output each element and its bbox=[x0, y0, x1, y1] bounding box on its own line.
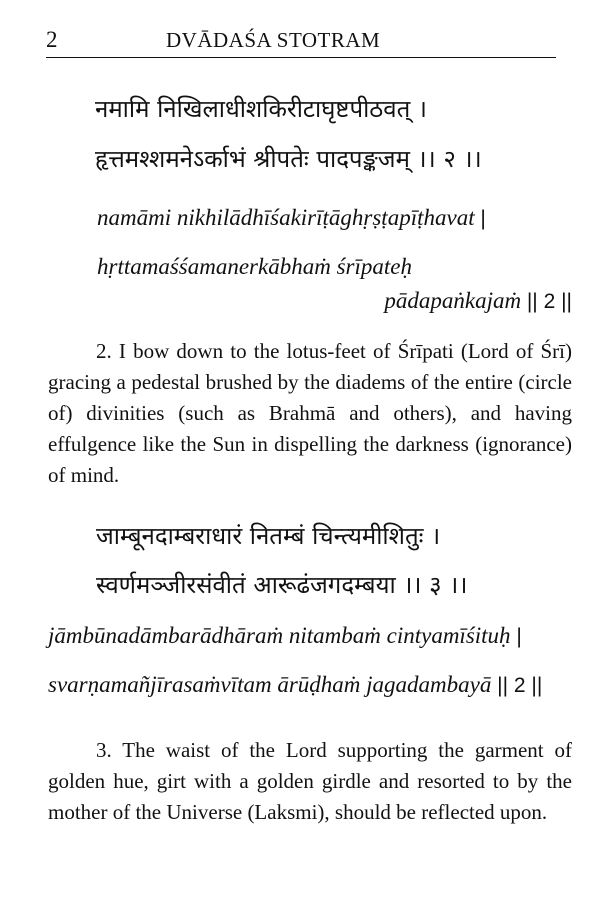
verse2-translation-text: 2. I bow down to the lotus-feet of Śrīpati (Lord of Śrī) gracing a pedestal brushed by the diadems of the entire (circle of) divinities (such as Brahmā and others), and having effulgence like the Sun in dispelling the darkness (ignorance) of mind. bbox=[48, 339, 572, 487]
verse3-translit-line1-text: jāmbūnadāmbarādhāraṁ nitambaṁ cintyamīśituḥ bbox=[48, 623, 511, 648]
page-number: 2 bbox=[46, 27, 58, 52]
verse2-devanagari-line2: हृत्तमश्शमनेऽर्काभं श्रीपतेः पादपङ्कजम् ।। २ ।। bbox=[95, 145, 482, 173]
verse2-translit-line1-end: | bbox=[480, 207, 486, 230]
verse2-translit-line1-text: namāmi nikhilādhīśakirīṭāghṛṣṭapīṭhavat bbox=[97, 205, 475, 230]
verse2-translit-line2: hṛttamaśśamanerkābhaṁ śrīpateḥ bbox=[97, 254, 412, 279]
verse3-translit-line2-end: || 2 || bbox=[497, 674, 543, 697]
verse2-translit-line3 bbox=[384, 286, 572, 317]
verse3-translit-line2-text: svarṇamañjīrasaṁvītam ārūḍhaṁ jagadambayā bbox=[48, 672, 492, 697]
verse2-translit-line3-text: pādapaṅkajaṁ bbox=[384, 288, 522, 313]
verse2-translit-line1 bbox=[97, 203, 486, 234]
verse3-devanagari-line2: स्वर्णमञ्जीरसंवीतं आरूढंजगदम्बया ।। ३ ।। bbox=[96, 571, 468, 599]
verse3-translation-text: 3. The waist of the Lord supporting the garment of golden hue, girt with a golden girdle and resorted to by the mother of the Universe (Laksmi), should be reflected upon. bbox=[48, 738, 572, 824]
verse3-translit-line1-end: | bbox=[516, 625, 522, 648]
page-header bbox=[46, 26, 556, 58]
verse3-translit-line2 bbox=[48, 670, 542, 701]
verse2-translation bbox=[48, 336, 572, 491]
verse3-translit-line1 bbox=[48, 621, 522, 652]
header-rule bbox=[46, 57, 556, 58]
verse3-translation bbox=[48, 735, 572, 828]
verse2-devanagari-line1: नमामि निखिलाधीशकिरीटाघृष्टपीठवत् । bbox=[95, 95, 427, 123]
verse2-translit-line3-end: || 2 || bbox=[526, 290, 572, 313]
verse3-devanagari-line1: जाम्बूनदाम्बराधारं नितम्बं चिन्त्यमीशितुः । bbox=[96, 522, 441, 550]
running-title: DVĀDAŚA STOTRAM bbox=[166, 28, 381, 52]
